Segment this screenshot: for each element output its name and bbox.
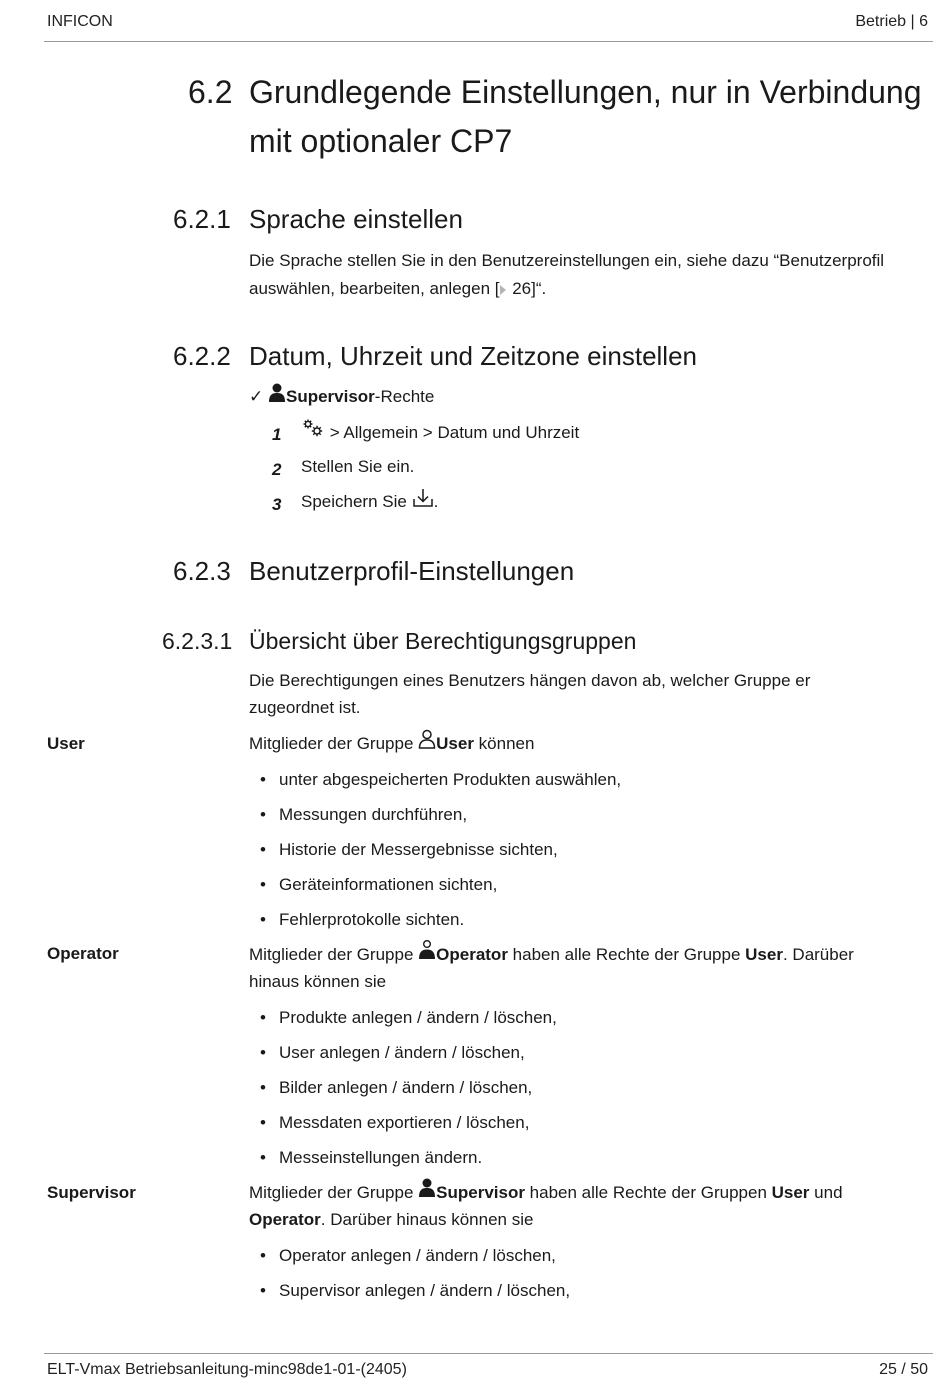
permissions-intro-line2: zugeordnet ist. (249, 698, 361, 717)
user-outline-icon (418, 729, 436, 749)
bullet-symbol: • (260, 770, 266, 789)
bullet-symbol: • (260, 1148, 266, 1167)
list-item: Geräteinformationen sichten, (279, 875, 498, 894)
section-6-2-3-title: Benutzerprofil-Einstellungen (249, 556, 575, 586)
list-item: Messungen durchführen, (279, 805, 468, 824)
user-lead-text: Mitglieder der Gruppe (249, 734, 419, 753)
section-6-2-title-line2: mit optionaler CP7 (249, 123, 513, 159)
bullet-symbol: • (260, 1246, 266, 1265)
section-6-2-number: 6.2 (188, 74, 233, 110)
list-item: Supervisor anlegen / ändern / löschen, (279, 1281, 571, 1300)
supervisor-lead-bold2: User (771, 1183, 810, 1202)
operator-lead-bold: Operator (436, 945, 508, 964)
requirement-role: Supervisor (285, 387, 375, 406)
step-1-number: 1 (272, 425, 282, 444)
language-text-line2 (249, 275, 546, 303)
bullet-symbol: • (260, 840, 266, 859)
step-2-number: 2 (272, 460, 282, 479)
supervisor-lead-line2-bold: Operator (249, 1210, 321, 1229)
list-item: Operator anlegen / ändern / löschen, (279, 1246, 556, 1265)
section-6-2-2-title: Datum, Uhrzeit und Zeitzone einstellen (249, 341, 698, 371)
list-item: Fehlerprotokolle sichten. (279, 910, 465, 929)
step-1-text (301, 418, 579, 447)
list-item: Bilder anlegen / ändern / löschen, (279, 1078, 533, 1097)
language-text-line1: Die Sprache stellen Sie in den Benutzereinstellungen ein, siehe dazu “Benutzerprofil (249, 251, 885, 270)
settings-gears-icon (301, 418, 325, 438)
step-3-text (301, 488, 438, 516)
bullet-symbol: • (260, 875, 266, 894)
requirement-suffix: -Rechte (374, 387, 435, 406)
step-2-text: Stellen Sie ein. (301, 457, 415, 476)
operator-lead-end: . Darüber (782, 945, 854, 964)
supervisor-group-lead-line1 (249, 1178, 843, 1207)
permissions-intro-line1: Die Berechtigungen eines Benutzers hängen davon ab, welcher Gruppe er (249, 671, 811, 690)
cross-reference-link[interactable]: 26]“. (507, 279, 547, 298)
supervisor-group-lead-line2 (249, 1206, 533, 1234)
list-item: Messdaten exportieren / löschen, (279, 1113, 530, 1132)
list-item: User anlegen / ändern / löschen, (279, 1043, 525, 1062)
group-label-supervisor: Supervisor (47, 1183, 136, 1202)
supervisor-lead-bold: Supervisor (436, 1183, 525, 1202)
operator-lead-text: Mitglieder der Gruppe (249, 945, 419, 964)
section-6-2-3-1-number: 6.2.3.1 (162, 628, 233, 654)
list-item: Historie der Messergebnisse sichten, (279, 840, 558, 859)
check-mark: ✓ (249, 387, 264, 406)
bullet-symbol: • (260, 1078, 266, 1097)
user-group-lead (249, 729, 534, 758)
group-label-operator: Operator (47, 944, 119, 963)
bullet-symbol: • (260, 1008, 266, 1027)
requirement-line (249, 383, 434, 411)
bullet-symbol: • (260, 1281, 266, 1300)
footer-rule (44, 1353, 933, 1354)
bullet-symbol: • (260, 1113, 266, 1132)
operator-lead-bold2: User (745, 945, 783, 964)
step-3-number: 3 (272, 495, 282, 514)
header-company: INFICON (47, 13, 113, 30)
list-item: Messeinstellungen ändern. (279, 1148, 483, 1167)
supervisor-lead-line2-rest: . Darüber hinaus können sie (320, 1210, 534, 1229)
save-download-icon (412, 488, 434, 508)
bullet-symbol: • (260, 1043, 266, 1062)
supervisor-user-icon (418, 1178, 436, 1198)
section-6-2-1-number: 6.2.1 (173, 204, 231, 234)
group-label-user: User (47, 734, 85, 753)
footer-page-number: 25 / 50 (879, 1361, 928, 1378)
step-3-label: Speichern Sie (301, 492, 412, 511)
step-3-period: . (433, 492, 439, 511)
section-6-2-3-number: 6.2.3 (173, 556, 231, 586)
operator-lead-rest: haben alle Rechte der Gruppe (507, 945, 746, 964)
bullet-symbol: • (260, 910, 266, 929)
supervisor-lead-text: Mitglieder der Gruppe (249, 1183, 419, 1202)
operator-group-lead-line2: hinaus können sie (249, 972, 387, 991)
list-item: Produkte anlegen / ändern / löschen, (279, 1008, 557, 1027)
supervisor-lead-rest: haben alle Rechte der Gruppen (524, 1183, 772, 1202)
operator-group-lead-line1 (249, 940, 854, 969)
section-6-2-3-1-title: Übersicht über Berechtigungsgruppen (249, 628, 637, 654)
operator-user-icon (418, 940, 436, 960)
user-lead-bold: User (436, 734, 474, 753)
language-text-line2-a: auswählen, bearbeiten, anlegen [ (249, 279, 500, 298)
supervisor-lead-end: und (809, 1183, 843, 1202)
supervisor-user-icon (268, 383, 286, 403)
bullet-symbol: • (260, 805, 266, 824)
list-item: unter abgespeicherten Produkten auswählen, (279, 770, 622, 789)
header-rule (44, 41, 933, 42)
section-6-2-title-line1: Grundlegende Einstellungen, nur in Verbindung (249, 74, 922, 110)
step-1-path: > Allgemein > Datum und Uhrzeit (325, 423, 580, 442)
section-6-2-2-number: 6.2.2 (173, 341, 231, 371)
section-6-2-1-title: Sprache einstellen (249, 204, 463, 234)
header-chapter: Betrieb | 6 (855, 13, 928, 30)
user-lead-rest: können (473, 734, 535, 753)
footer-document-id: ELT-Vmax Betriebsanleitung-minc98de1-01-(2405) (47, 1361, 407, 1378)
